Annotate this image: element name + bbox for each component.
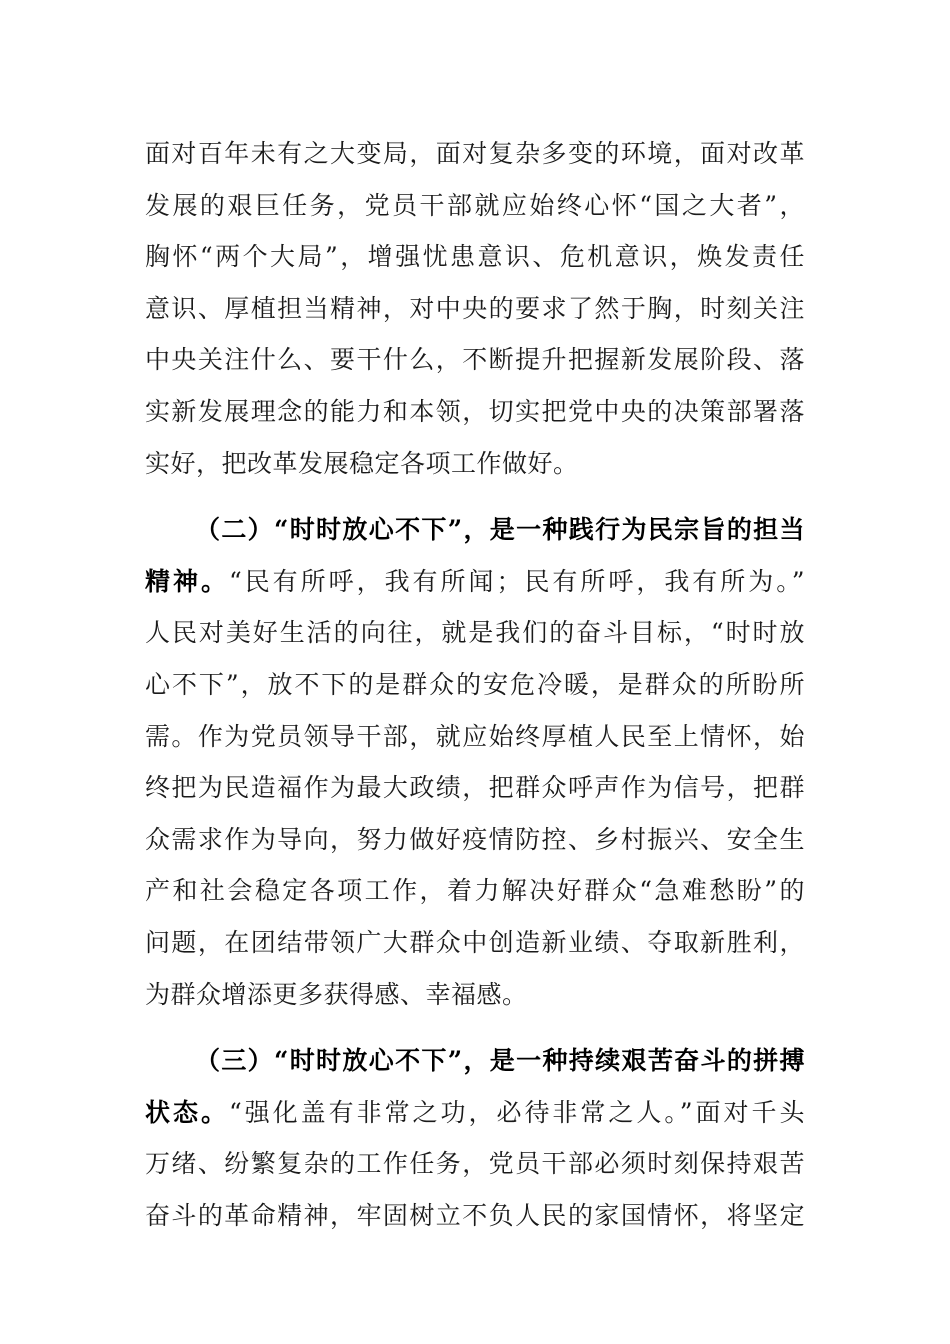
text-line: 心不下”，放不下的是群众的安危冷暖，是群众的所盼所 [145,669,805,699]
text-line: 意识、厚植担当精神，对中央的要求了然于胸，时刻关注 [145,293,805,323]
text-line: 奋斗的革命精神，牢固树立不负人民的家国情怀，将坚定 [145,1200,805,1230]
text-line: 问题，在团结带领广大群众中创造新业绩、夺取新胜利， [145,927,805,957]
text-line: 中央关注什么、要干什么，不断提升把握新发展阶段、落 [145,345,805,375]
text-line: 实新发展理念的能力和本领，切实把党中央的决策部署落 [145,396,805,426]
text-line: 产和社会稳定各项工作，着力解决好群众“急难愁盼”的 [145,876,805,906]
paragraph-1 [145,128,805,489]
text-line: 为群众增添更多获得感、幸福感。 [145,979,528,1009]
section-heading-3: （三）“时时放心不下”，是一种持续艰苦奋斗的拼搏 [195,1046,805,1076]
text-line [145,1087,805,1139]
text-line: 万绪、纷繁复杂的工作任务，党员干部必须时刻保持艰苦 [145,1149,805,1179]
document-body [145,128,805,1241]
section-heading-2-end: 精神。 [145,566,229,596]
quote-text: “民有所呼，我有所闻；民有所呼，我有所为。” [228,566,805,596]
section-heading-3-end: 状态。 [145,1097,229,1127]
text-line: 需。作为党员领导干部，就应始终厚植人民至上情怀，始 [145,721,805,751]
text-line: 实好，把改革发展稳定各项工作做好。 [145,448,579,478]
text-line [145,556,805,608]
text-line: 人民对美好生活的向往，就是我们的奋斗目标，“时时放 [145,618,805,648]
text-line: 胸怀“两个大局”，增强忧患意识、危机意识，焕发责任 [145,242,805,272]
paragraph-2 [145,504,805,1020]
section-heading-2: （二）“时时放心不下”，是一种践行为民宗旨的担当 [195,515,805,545]
text-line: 终把为民造福作为最大政绩，把群众呼声作为信号，把群 [145,773,805,803]
text-line: 发展的艰巨任务，党员干部就应始终心怀“国之大者”， [145,190,805,220]
quote-text: “强化盖有非常之功，必待非常之人。”面对千头 [228,1097,805,1127]
paragraph-3 [145,1035,805,1241]
text-line: 众需求作为导向，努力做好疫情防控、乡村振兴、安全生 [145,824,805,854]
text-line: 面对百年未有之大变局，面对复杂多变的环境，面对改革 [145,139,805,168]
